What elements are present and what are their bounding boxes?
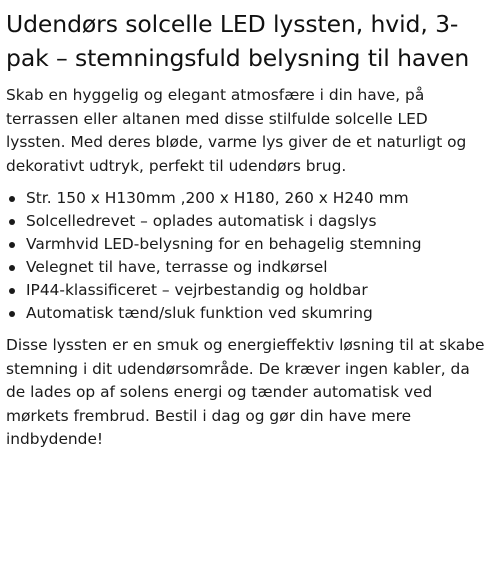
bullet-icon — [9, 288, 15, 294]
feature-item — [6, 256, 492, 279]
bullet-icon — [9, 265, 15, 271]
feature-text: Automatisk tænd/sluk funktion ved skumring — [26, 304, 373, 322]
intro-paragraph: Skab en hyggelig og elegant atmosfære i din have, på terrassen eller altanen med disse stilfulde solcelle LED lyssten. Med deres bløde, varme lys giver de et naturligt og dekorativt udtryk, perfekt til udendørs brug. — [6, 86, 467, 175]
outro-paragraph: Disse lyssten er en smuk og energieffektiv løsning til at skabe stemning i dit udendørsområde. De kræver ingen kabler, da de lades op af solens energi og tænder automatisk ved mørkets frembrud. Bestil i dag og gør din have mere indbydende! — [6, 336, 485, 448]
bullet-icon — [9, 196, 15, 202]
feature-text: Solcelledrevet – oplades automatisk i dagslys — [26, 212, 377, 230]
feature-text: Str. 150 x H130mm ,200 x H180, 260 x H240 mm — [26, 189, 409, 207]
bullet-icon — [9, 219, 15, 225]
bullet-icon — [9, 311, 15, 317]
bullet-icon — [9, 242, 15, 248]
feature-text: IP44-klassificeret – vejrbestandig og holdbar — [26, 281, 368, 299]
feature-text: Velegnet til have, terrasse og indkørsel — [26, 258, 328, 276]
feature-item — [6, 302, 492, 325]
feature-item — [6, 187, 492, 210]
product-title: Udendørs solcelle LED lyssten, hvid, 3-pak – stemningsfuld belysning til haven — [6, 10, 470, 72]
feature-text: Varmhvid LED-belysning for en behagelig stemning — [26, 235, 422, 253]
feature-item — [6, 279, 492, 302]
feature-item — [6, 210, 492, 233]
feature-item — [6, 233, 492, 256]
feature-list — [6, 187, 492, 325]
